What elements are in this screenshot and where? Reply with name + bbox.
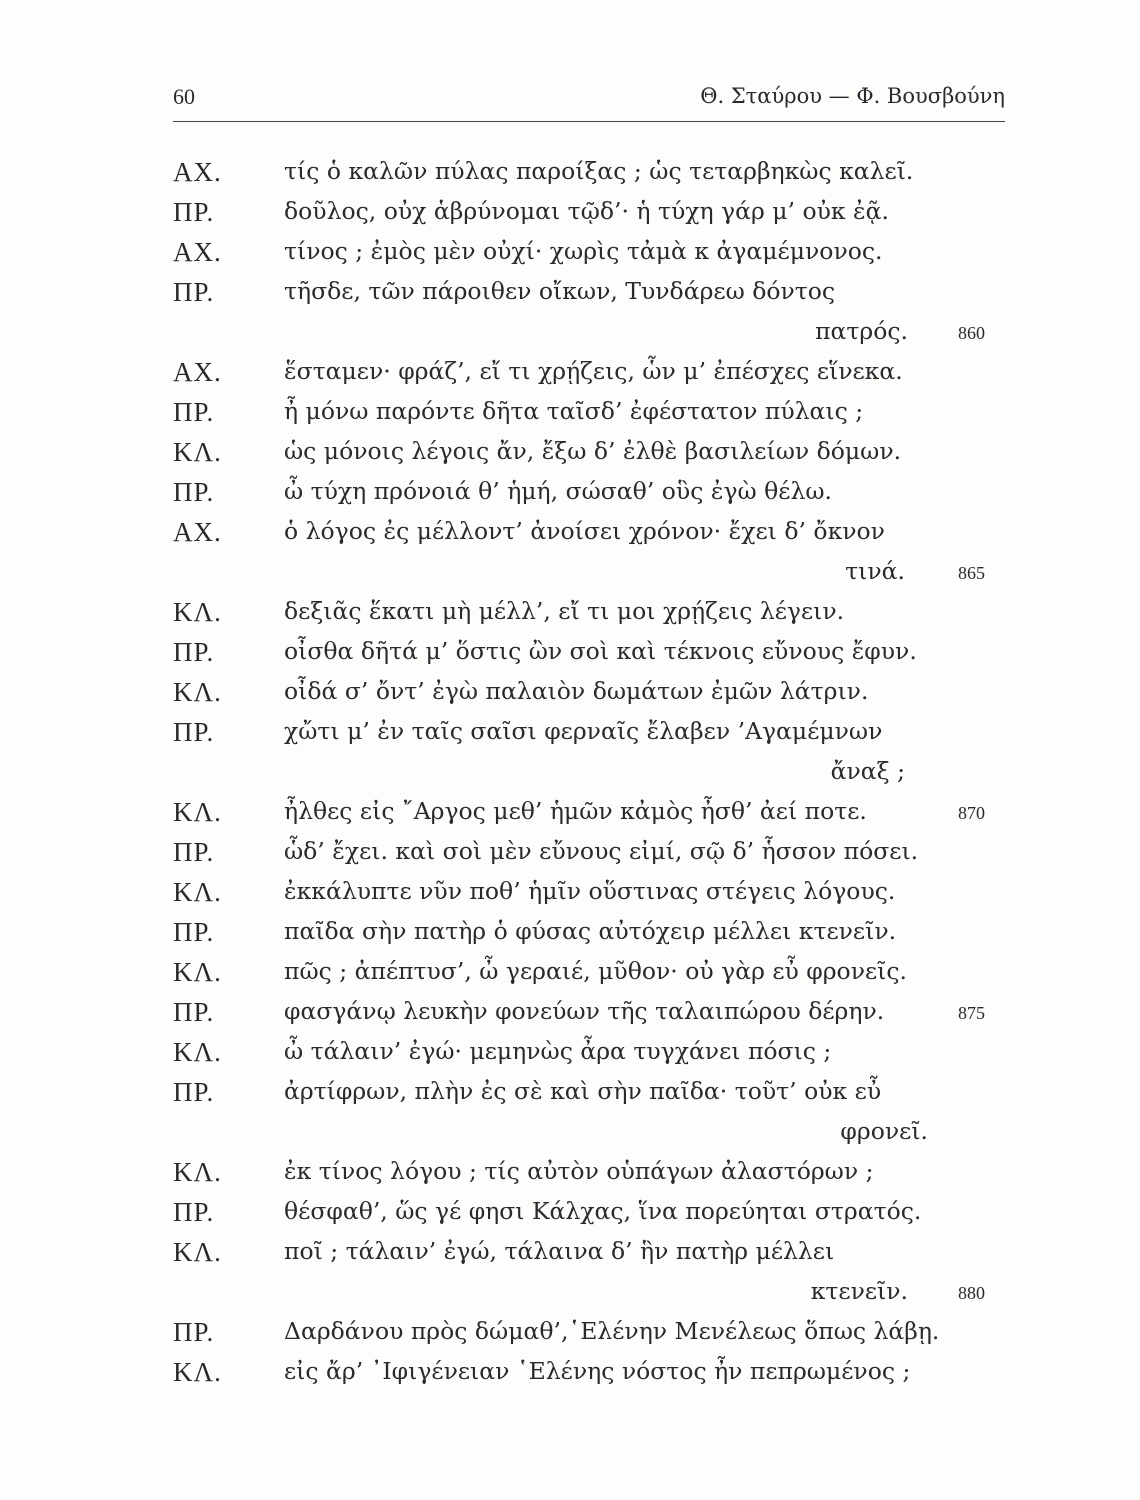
verse-text: χὤτι μ’ ἐν ταῖς σαῖσι φερναῖς ἔλαβεν ’Αγαμέμνων	[284, 717, 883, 745]
verse-text: ὦ τάλαιν’ ἐγώ· μεμηνὼς ἆρα τυγχάνει πόσις ;	[284, 1037, 832, 1065]
verse-text: Δαρδάνου πρὸς δώμαθ’,῾Ελένην Μενέλεως ὅπως λάβῃ.	[284, 1317, 940, 1345]
verse-line	[0, 717, 1140, 755]
line-number: 875	[958, 1003, 985, 1023]
verse-text: ἕσταμεν· φράζ’, εἴ τι χρῄζεις, ὧν μ’ ἐπέσχες εἵνεκα.	[284, 357, 903, 385]
verse-text: τῆσδε, τῶν πάροιθεν οἴκων, Τυνδάρεω δόντος	[284, 277, 836, 305]
running-head: Θ. Σταύρου — Φ. Βουσβούνη	[700, 84, 1005, 108]
speaker-label: ΠΡ.	[173, 997, 215, 1027]
speaker-label: ΠΡ.	[173, 917, 215, 947]
header-rule	[173, 121, 1005, 122]
speaker-label: ΠΡ.	[173, 477, 215, 507]
speaker-label: ΠΡ.	[173, 1197, 215, 1227]
verse-text: ἐκ τίνος λόγου ; τίς αὐτὸν οὑπάγων ἀλαστόρων ;	[284, 1157, 874, 1185]
page-number: 60	[173, 84, 195, 109]
verse-line	[0, 797, 1140, 835]
verse-line	[0, 877, 1140, 915]
speaker-label: ΠΡ.	[173, 837, 215, 867]
speaker-label: ΚΛ.	[173, 797, 222, 827]
verse-line	[0, 997, 1140, 1035]
verse-text: ἦ μόνω παρόντε δῆτα ταῖσδ’ ἐφέστατον πύλαις ;	[284, 397, 864, 425]
verse-text: πῶς ; ἀπέπτυσ’, ὦ γεραιέ, μῦθον· οὐ γὰρ εὖ φρονεῖς.	[284, 957, 908, 985]
verse-line	[0, 1157, 1140, 1195]
verse-text: εἰς ἄρ’ ᾿Ιφιγένειαν ῾Ελένης νόστος ἦν πεπρωμένος ;	[284, 1357, 911, 1385]
verse-text: τίς ὁ καλῶν πύλας παροίξας ; ὡς τεταρβηκὼς καλεῖ.	[284, 157, 914, 185]
speaker-label: ΚΛ.	[173, 677, 222, 707]
verse-line	[0, 677, 1140, 715]
verse-line	[0, 957, 1140, 995]
verse-continuation-line	[0, 757, 1140, 795]
speaker-label: ΠΡ.	[173, 1317, 215, 1347]
speaker-label: ΠΡ.	[173, 717, 215, 747]
verse-line	[0, 637, 1140, 675]
verse-text: ὡς μόνοις λέγοις ἄν, ἔξω δ’ ἐλθὲ βασιλείων δόμων.	[284, 437, 902, 465]
line-number: 870	[958, 803, 985, 823]
verse-line	[0, 157, 1140, 195]
verse-line	[0, 597, 1140, 635]
speaker-label: ΚΛ.	[173, 597, 222, 627]
verse-line	[0, 1197, 1140, 1235]
speaker-label: ΑΧ.	[173, 517, 222, 547]
verse-text: ἐκκάλυπτε νῦν ποθ’ ἡμῖν οὕστινας στέγεις λόγους.	[284, 877, 896, 905]
verse-text: οἶσθα δῆτά μ’ ὅστις ὢν σοὶ καὶ τέκνοις εὔνους ἔφυν.	[284, 637, 917, 665]
verse-line	[0, 397, 1140, 435]
speaker-label: ΠΡ.	[173, 277, 215, 307]
speaker-label: ΚΛ.	[173, 1157, 222, 1187]
verse-text: ὦ τύχη πρόνοιά θ’ ἡμή, σώσαθ’ οὓς ἐγὼ θέλω.	[284, 477, 832, 505]
line-number: 880	[958, 1283, 985, 1303]
verse-text: ὧδ’ ἔχει. καὶ σοὶ μὲν εὔνους εἰμί, σῷ δ’ ἧσσον πόσει.	[284, 837, 919, 865]
verse-line	[0, 837, 1140, 875]
verse-continuation-line	[0, 317, 1140, 355]
verse-text: δεξιᾶς ἕκατι μὴ μέλλ’, εἴ τι μοι χρῄζεις λέγειν.	[284, 597, 845, 625]
verse-continuation-line	[0, 1117, 1140, 1155]
verse-line	[0, 917, 1140, 955]
verse-line	[0, 517, 1140, 555]
verse-line	[0, 357, 1140, 395]
speaker-label: ΚΛ.	[173, 437, 222, 467]
verse-text: παῖδα σὴν πατὴρ ὁ φύσας αὐτόχειρ μέλλει κτενεῖν.	[284, 917, 897, 945]
speaker-label: ΚΛ.	[173, 1237, 222, 1267]
verse-text: οἶδά σ’ ὄντ’ ἐγὼ παλαιὸν δωμάτων ἐμῶν λάτριν.	[284, 677, 869, 705]
verse-text: ἀρτίφρων, πλὴν ἐς σὲ καὶ σὴν παῖδα· τοῦτ’ οὐκ εὖ	[284, 1077, 882, 1105]
speaker-label: ΑΧ.	[173, 237, 222, 267]
verse-line	[0, 237, 1140, 275]
speaker-label: ΚΛ.	[173, 877, 222, 907]
verse-line	[0, 1077, 1140, 1115]
verse-continuation-line	[0, 1277, 1140, 1315]
verse-text: ποῖ ; τάλαιν’ ἐγώ, τάλαινα δ’ ἣν πατὴρ μέλλει	[284, 1237, 835, 1265]
verse-text: τίνος ; ἐμὸς μὲν οὐχί· χωρὶς τἀμὰ κ ἀγαμέμνονος.	[284, 237, 883, 265]
verse-line	[0, 197, 1140, 235]
verse-text: δοῦλος, οὐχ ἁβρύνομαι τῷδ’· ἡ τύχη γάρ μ’ οὐκ ἐᾷ.	[284, 197, 889, 225]
speaker-label: ΠΡ.	[173, 397, 215, 427]
verse-text: κτενεῖν.	[810, 1277, 908, 1305]
verse-text: φρονεῖ.	[840, 1117, 928, 1145]
verse-text: θέσφαθ’, ὥς γέ φησι Κάλχας, ἵνα πορεύηται στρατός.	[284, 1197, 922, 1225]
page-header	[173, 84, 1005, 116]
speaker-label: ΠΡ.	[173, 637, 215, 667]
speaker-label: ΑΧ.	[173, 357, 222, 387]
verse-text: φασγάνῳ λευκὴν φονεύων τῆς ταλαιπώρου δέρην.	[284, 997, 885, 1025]
speaker-label: ΑΧ.	[173, 157, 222, 187]
verse-line	[0, 1317, 1140, 1355]
line-number: 865	[958, 563, 985, 583]
verse-text: ἦλθες εἰς ῎Αργος μεθ’ ἡμῶν κἀμὸς ἦσθ’ ἀεί ποτε.	[284, 797, 867, 825]
verse-line	[0, 1357, 1140, 1395]
verse-line	[0, 1237, 1140, 1275]
speaker-label: ΚΛ.	[173, 957, 222, 987]
line-number: 860	[958, 323, 985, 343]
verse-continuation-line	[0, 557, 1140, 595]
speaker-label: ΚΛ.	[173, 1357, 222, 1387]
speaker-label: ΠΡ.	[173, 197, 215, 227]
verse-line	[0, 477, 1140, 515]
verse-text: ὁ λόγος ἐς μέλλοντ’ ἀνοίσει χρόνον· ἔχει δ’ ὄκνον	[284, 517, 885, 545]
verse-text: τινά.	[845, 557, 905, 585]
verse-text: πατρός.	[815, 317, 908, 345]
verse-line	[0, 437, 1140, 475]
speaker-label: ΚΛ.	[173, 1037, 222, 1067]
verse-line	[0, 1037, 1140, 1075]
speaker-label: ΠΡ.	[173, 1077, 215, 1107]
verse-line	[0, 277, 1140, 315]
verse-text: ἄναξ ;	[830, 757, 905, 785]
